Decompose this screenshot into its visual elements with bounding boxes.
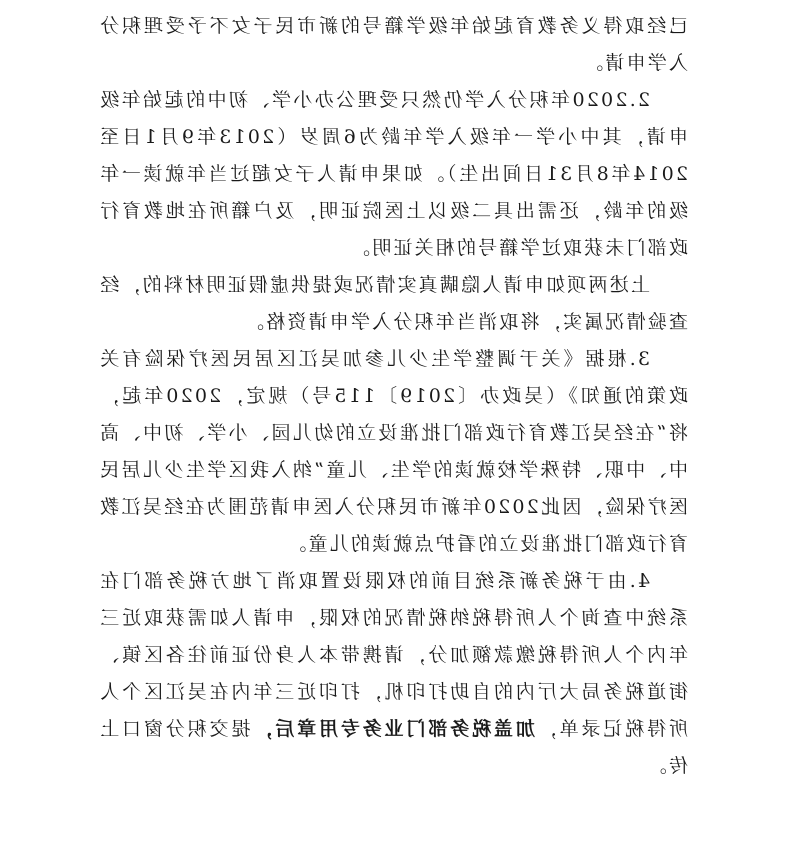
document-body [98,8,688,785]
paragraph-text: 提交积分窗口上传。 [98,718,688,777]
paragraph [98,341,688,563]
paragraph-text-bold: 加盖税务部门业务专用章后， [250,718,535,740]
paragraph-text: 2.2020年积分入学仍然只受理公办小学、初中的起始年级申请，其中小学一年级入学年龄为6周岁（2013年9月1日至2014年8月31日间出生）。如果申请人子女超过当年就读一年级的年龄，还需出具二级以上医院证明，及户籍所在地教育行政部门未获取过学籍号的相关证明。 [98,89,688,259]
paragraph-text: 3.根据《关于调整学生少儿参加吴江区居民医疗保险有关政策的通知》（吴政办〔2019〕115号）规定，2020年起，将“在经吴江教育行政部门批准设立的幼儿园、小学、初中、高中、中职、特殊学校就读的学生、儿童”纳入我区学生少儿居民医疗保险，因此2020年新市民积分入医申请范围为在经吴江教育行政部门批准设立的看护点就读的儿童。 [98,348,688,555]
paragraph [98,8,688,82]
paragraph-text: 4.由于税务新系统目前的权限设置取消了地方税务部门在系统中查询个人所得税纳税情况的权限，申请人如需获取近三年内个人所得税缴款额加分，请携带本人身份证前往各区镇、街道税务局大厅内的自助打印机，打印近三年内在吴江区个人所得税记录单， [98,570,688,740]
paragraph [98,267,688,341]
paragraph-text: 上述两项如申请人隐瞒真实情况或提供虚假证明材料的，经查验情况属实，将取消当年积分入学申请资格。 [98,274,688,333]
paragraph [98,563,688,785]
paragraph [98,82,688,267]
paragraph-text: 已经取得义务教育起始年级学籍号的新市民子女不予受理积分入学申请。 [98,15,688,74]
